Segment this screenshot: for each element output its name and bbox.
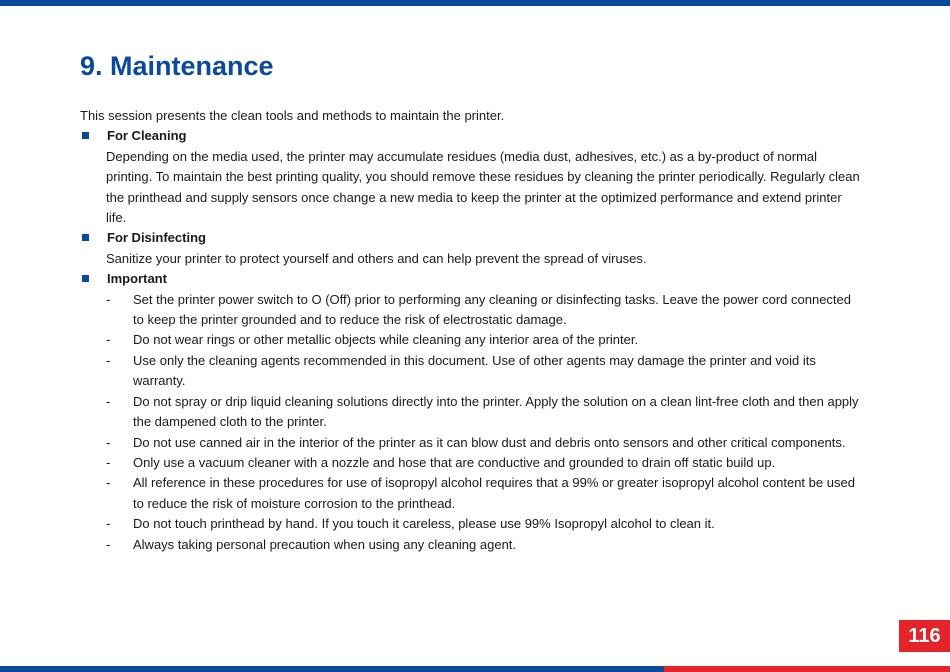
list-item-text: All reference in these procedures for use of isopropyl alcohol requires that a 99% or greater isopropyl alcohol content be used to reduce the risk of moisture corrosion to the printhead. xyxy=(133,475,855,511)
dash-bullet-icon: - xyxy=(106,536,111,552)
section-heading-important xyxy=(80,269,860,289)
list-item xyxy=(106,351,860,392)
dash-bullet-icon: - xyxy=(106,332,111,348)
page-title: 9. Maintenance xyxy=(80,51,274,81)
dash-bullet-icon: - xyxy=(106,291,111,307)
list-item xyxy=(106,392,860,433)
section-heading-label: For Cleaning xyxy=(107,128,187,144)
list-item-text: Only use a vacuum cleaner with a nozzle and hose that are conductive and grounded to drain off static build up. xyxy=(133,454,776,470)
square-bullet-icon xyxy=(82,132,89,139)
main-content xyxy=(80,106,860,555)
list-item-text: Use only the cleaning agents recommended in this document. Use of other agents may damage the printer and void its warranty. xyxy=(133,352,816,389)
section-heading-label: For Disinfecting xyxy=(107,230,206,246)
cleaning-paragraph: Depending on the media used, the printer may accumulate residues (media dust, adhesives, etc.) as a by-product of normal printing. To maintain the best printing quality, you should remove these residues by cleaning the printer periodically. Regularly clean the printhead and supply sensors once change a new media to keep the printer at the optimized performance and extend printer life. xyxy=(106,148,860,226)
list-item xyxy=(106,330,860,350)
list-item xyxy=(106,535,860,555)
important-list xyxy=(80,290,860,555)
list-item-text: Always taking personal precaution when using any cleaning agent. xyxy=(133,536,517,552)
page-number-badge: 116 xyxy=(899,620,950,652)
disinfecting-paragraph: Sanitize your printer to protect yourself and others and can help prevent the spread of viruses. xyxy=(106,250,647,266)
section-heading-disinfecting xyxy=(80,228,860,248)
footer-bar-blue xyxy=(0,666,664,672)
intro-text: This session presents the clean tools and methods to maintain the printer. xyxy=(80,108,505,123)
list-item xyxy=(106,473,860,514)
dash-bullet-icon: - xyxy=(106,454,111,470)
list-item-text: Set the printer power switch to O (Off) prior to performing any cleaning or disinfecting tasks. Leave the power cord connected to keep the printer grounded and to reduce the risk of electrostatic damage. xyxy=(133,291,852,328)
dash-bullet-icon: - xyxy=(106,516,111,532)
section-heading-cleaning xyxy=(80,126,860,146)
section-heading-label: Important xyxy=(107,271,167,287)
list-item-text: Do not spray or drip liquid cleaning solutions directly into the printer. Apply the solution on a clean lint-free cloth and then apply the dampened cloth to the printer. xyxy=(133,393,859,430)
square-bullet-icon xyxy=(82,234,89,241)
dash-bullet-icon: - xyxy=(106,352,111,368)
list-item xyxy=(106,433,860,453)
dash-bullet-icon: - xyxy=(106,393,111,409)
list-item-text: Do not use canned air in the interior of the printer as it can blow dust and debris onto sensors and other critical components. xyxy=(133,434,846,450)
top-header-bar xyxy=(0,0,950,6)
square-bullet-icon xyxy=(82,275,89,282)
list-item-text: Do not wear rings or other metallic objects while cleaning any interior area of the printer. xyxy=(133,332,639,348)
dash-bullet-icon: - xyxy=(106,475,111,491)
footer-bar-red xyxy=(664,666,950,672)
list-item xyxy=(106,453,860,473)
list-item-text: Do not touch printhead by hand. If you touch it careless, please use 99% Isopropyl alcohol to clean it. xyxy=(133,516,715,532)
list-item xyxy=(106,290,860,331)
list-item xyxy=(106,514,860,534)
dash-bullet-icon: - xyxy=(106,434,111,450)
